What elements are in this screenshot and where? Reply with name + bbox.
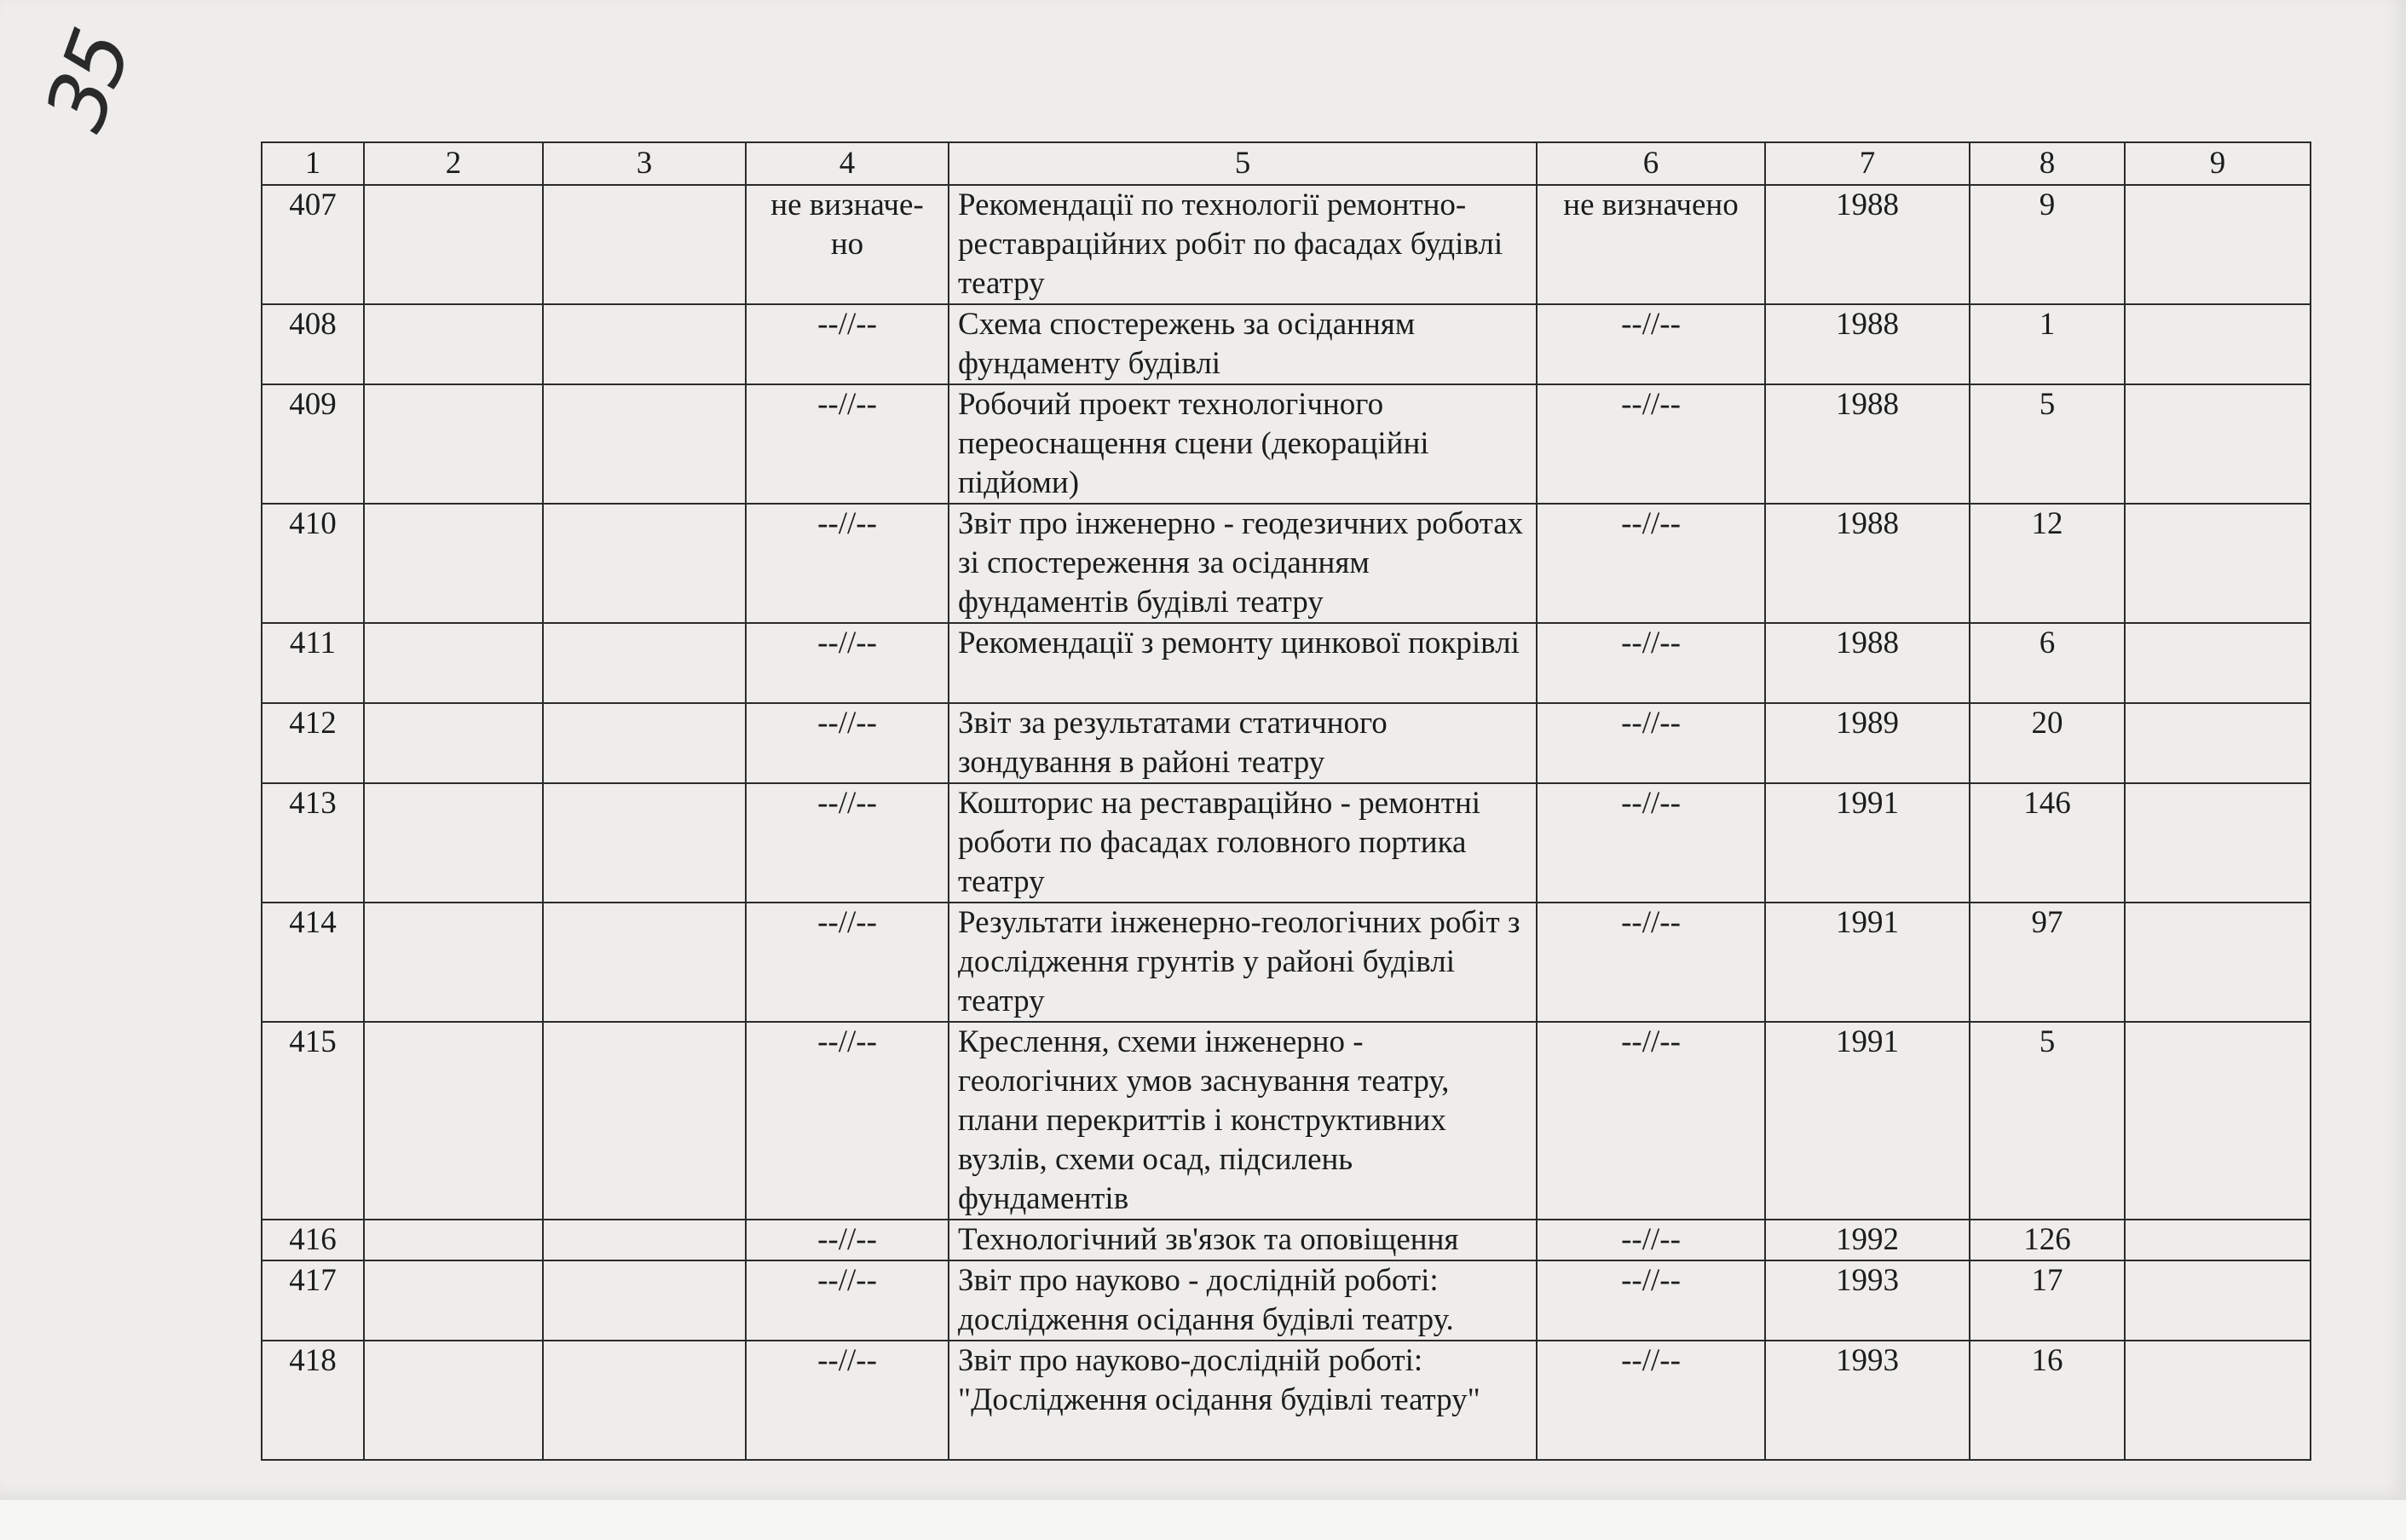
- cell-col-3: [543, 384, 746, 504]
- cell-col-3: [543, 1341, 746, 1460]
- cell-year: 1993: [1765, 1341, 1970, 1460]
- header-col-7: 7: [1765, 142, 1970, 185]
- cell-sheets: 6: [1970, 623, 2125, 703]
- cell-number: 412: [262, 703, 364, 783]
- header-col-2: 2: [364, 142, 543, 185]
- cell-col-9: [2125, 1022, 2311, 1220]
- cell-col-3: [543, 703, 746, 783]
- cell-col-9: [2125, 623, 2311, 703]
- cell-number: 418: [262, 1341, 364, 1460]
- table-row: [262, 504, 2311, 623]
- cell-col-9: [2125, 384, 2311, 504]
- cell-col-3: [543, 185, 746, 304]
- cell-number: 410: [262, 504, 364, 623]
- cell-number: 409: [262, 384, 364, 504]
- table-row: [262, 703, 2311, 783]
- cell-col-6: --//--: [1537, 1260, 1765, 1341]
- cell-col-3: [543, 304, 746, 384]
- cell-title: Звіт за результатами статичного зондування в районі театру: [949, 703, 1537, 783]
- table-row: [262, 623, 2311, 703]
- cell-sheets: 12: [1970, 504, 2125, 623]
- cell-col-6: --//--: [1537, 1341, 1765, 1460]
- cell-col-9: [2125, 1260, 2311, 1341]
- cell-number: 413: [262, 783, 364, 903]
- cell-sheets: 1: [1970, 304, 2125, 384]
- cell-col-4: --//--: [746, 504, 949, 623]
- cell-col-2: [364, 1220, 543, 1260]
- cell-title: Звіт про інженерно - геодезичних роботах зі спостереження за осіданням фундаментів будівлі театру: [949, 504, 1537, 623]
- cell-number: 414: [262, 903, 364, 1022]
- cell-year: 1988: [1765, 304, 1970, 384]
- cell-col-2: [364, 783, 543, 903]
- cell-col-3: [543, 1022, 746, 1220]
- table-row: [262, 1022, 2311, 1220]
- cell-title: Рекомендації з ремонту цинкової покрівлі: [949, 623, 1537, 703]
- cell-col-9: [2125, 1341, 2311, 1460]
- cell-col-2: [364, 1260, 543, 1341]
- cell-col-4: не визначе-но: [746, 185, 949, 304]
- cell-sheets: 5: [1970, 384, 2125, 504]
- cell-col-4: --//--: [746, 304, 949, 384]
- table-row: [262, 1220, 2311, 1260]
- cell-col-9: [2125, 903, 2311, 1022]
- cell-sheets: 16: [1970, 1341, 2125, 1460]
- cell-title: Звіт про науково - дослідній роботі: дослідження осідання будівлі театру.: [949, 1260, 1537, 1341]
- cell-sheets: 9: [1970, 185, 2125, 304]
- table-row: [262, 1341, 2311, 1460]
- cell-col-4: --//--: [746, 1022, 949, 1220]
- cell-col-2: [364, 903, 543, 1022]
- header-col-6: 6: [1537, 142, 1765, 185]
- cell-col-6: не визначено: [1537, 185, 1765, 304]
- header-col-9: 9: [2125, 142, 2311, 185]
- cell-col-2: [364, 1022, 543, 1220]
- cell-col-2: [364, 384, 543, 504]
- cell-col-2: [364, 304, 543, 384]
- cell-col-3: [543, 1260, 746, 1341]
- header-row: [262, 142, 2311, 185]
- cell-year: 1991: [1765, 1022, 1970, 1220]
- cell-year: 1988: [1765, 185, 1970, 304]
- cell-col-9: [2125, 1220, 2311, 1260]
- cell-number: 411: [262, 623, 364, 703]
- cell-year: 1989: [1765, 703, 1970, 783]
- header-col-4: 4: [746, 142, 949, 185]
- cell-title: Технологічний зв'язок та оповіщення: [949, 1220, 1537, 1260]
- cell-year: 1988: [1765, 384, 1970, 504]
- cell-col-6: --//--: [1537, 1022, 1765, 1220]
- cell-title: Звіт про науково-дослідній роботі: "Дослідження осідання будівлі театру": [949, 1341, 1537, 1460]
- cell-col-6: --//--: [1537, 504, 1765, 623]
- cell-col-4: --//--: [746, 384, 949, 504]
- table-row: [262, 185, 2311, 304]
- cell-col-2: [364, 185, 543, 304]
- cell-col-3: [543, 903, 746, 1022]
- cell-number: 415: [262, 1022, 364, 1220]
- cell-col-3: [543, 504, 746, 623]
- header-col-5: 5: [949, 142, 1537, 185]
- cell-title: Креслення, схеми інженерно - геологічних умов заснування театру, плани перекриттів і конструктивних вузлів, схеми осад, підсилень фундаментів: [949, 1022, 1537, 1220]
- cell-title: Робочий проект технологічного переоснащення сцени (декораційні підйоми): [949, 384, 1537, 504]
- cell-col-6: --//--: [1537, 623, 1765, 703]
- cell-sheets: 97: [1970, 903, 2125, 1022]
- cell-col-9: [2125, 185, 2311, 304]
- table-row: [262, 384, 2311, 504]
- cell-col-6: --//--: [1537, 903, 1765, 1022]
- cell-col-2: [364, 504, 543, 623]
- cell-col-6: --//--: [1537, 384, 1765, 504]
- cell-year: 1988: [1765, 623, 1970, 703]
- cell-title: Результати інженерно-геологічних робіт з дослідження грунтів у районі будівлі театру: [949, 903, 1537, 1022]
- archive-register-table: [261, 141, 2311, 1461]
- cell-col-9: [2125, 504, 2311, 623]
- cell-col-9: [2125, 304, 2311, 384]
- header-col-3: 3: [543, 142, 746, 185]
- cell-year: 1992: [1765, 1220, 1970, 1260]
- table-row: [262, 1260, 2311, 1341]
- cell-col-4: --//--: [746, 703, 949, 783]
- cell-col-4: --//--: [746, 783, 949, 903]
- cell-col-3: [543, 623, 746, 703]
- cell-col-6: --//--: [1537, 783, 1765, 903]
- cell-title: Схема спостережень за осіданням фундаменту будівлі: [949, 304, 1537, 384]
- cell-year: 1991: [1765, 903, 1970, 1022]
- cell-col-9: [2125, 783, 2311, 903]
- cell-col-2: [364, 703, 543, 783]
- cell-col-4: --//--: [746, 1220, 949, 1260]
- cell-col-4: --//--: [746, 1260, 949, 1341]
- header-col-1: 1: [262, 142, 364, 185]
- cell-col-4: --//--: [746, 1341, 949, 1460]
- cell-col-6: --//--: [1537, 1220, 1765, 1260]
- cell-col-3: [543, 1220, 746, 1260]
- cell-year: 1993: [1765, 1260, 1970, 1341]
- cell-col-4: --//--: [746, 623, 949, 703]
- cell-col-2: [364, 623, 543, 703]
- cell-sheets: 126: [1970, 1220, 2125, 1260]
- cell-col-2: [364, 1341, 543, 1460]
- cell-sheets: 17: [1970, 1260, 2125, 1341]
- cell-sheets: 146: [1970, 783, 2125, 903]
- cell-col-6: --//--: [1537, 304, 1765, 384]
- cell-col-6: --//--: [1537, 703, 1765, 783]
- cell-number: 408: [262, 304, 364, 384]
- table-row: [262, 304, 2311, 384]
- cell-sheets: 5: [1970, 1022, 2125, 1220]
- cell-number: 407: [262, 185, 364, 304]
- handwritten-page-number: 35: [26, 21, 149, 142]
- table-row: [262, 783, 2311, 903]
- cell-year: 1991: [1765, 783, 1970, 903]
- cell-title: Рекомендації по технології ремонтно-реставраційних робіт по фасадах будівлі театру: [949, 185, 1537, 304]
- header-col-8: 8: [1970, 142, 2125, 185]
- cell-col-4: --//--: [746, 903, 949, 1022]
- page-edge: [0, 1500, 2406, 1540]
- cell-col-9: [2125, 703, 2311, 783]
- cell-number: 416: [262, 1220, 364, 1260]
- cell-year: 1988: [1765, 504, 1970, 623]
- cell-sheets: 20: [1970, 703, 2125, 783]
- cell-col-3: [543, 783, 746, 903]
- cell-number: 417: [262, 1260, 364, 1341]
- cell-title: Кошторис на реставраційно - ремонтні роботи по фасадах головного портика театру: [949, 783, 1537, 903]
- table-row: [262, 903, 2311, 1022]
